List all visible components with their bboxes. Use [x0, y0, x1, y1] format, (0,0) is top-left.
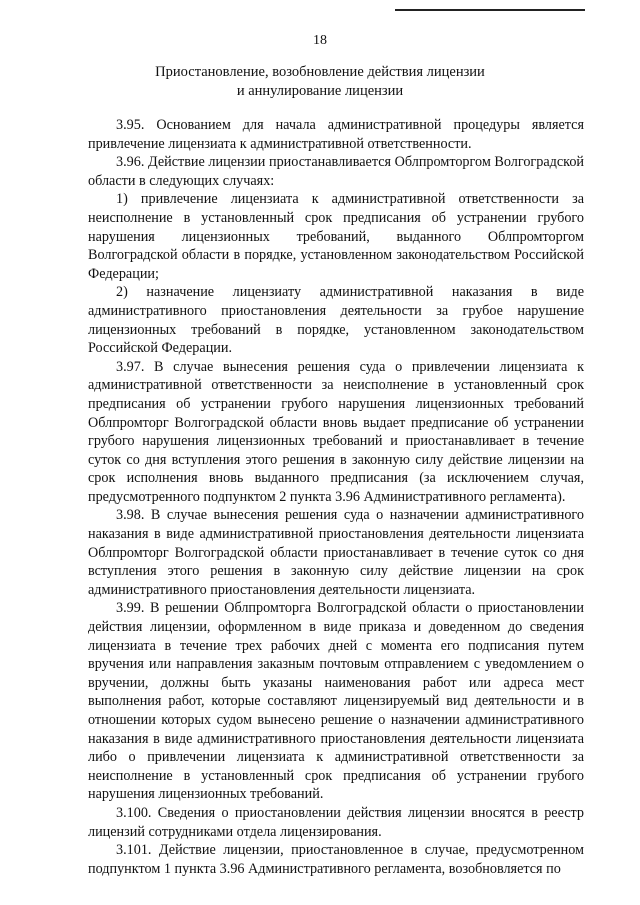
- section-heading: [0, 63, 640, 101]
- paragraph-3-99: 3.99. В решении Облпромторга Волгоградской области о приостановлении действия лицензии, оформленном в виде приказа и доведенном до сведения лицензиата в течение трех рабочих дней с момента его подписания путем вручения или направления заказным почтовым отправлением с уведомлением о вручении, должны быть указаны наименования работ или адреса мест выполнения работ, которые составляют лицензируемый вид деятельности и в отношении которых судом вынесено решение о назначении административного наказания в виде административного приостановления деятельности лицензиата либо о привлечении лицензиата к административной ответственности за неисполнение в установленный срок предписания об устранении грубого нарушения лицензионных требований.: [88, 600, 584, 803]
- paragraph-3-101: 3.101. Действие лицензии, приостановленное в случае, предусмотренном подпунктом 1 пункта 3.96 Административного регламента, возобновляется по: [88, 842, 584, 877]
- scan-edge-mark: [395, 9, 585, 11]
- section-heading-line-2: и аннулирование лицензии: [236, 83, 404, 99]
- document-body: [88, 116, 584, 878]
- section-heading-line-1: Приостановление, возобновление действия лицензии: [155, 64, 485, 80]
- paragraph-3-96-item-1: 1) привлечение лицензиата к административной ответственности за неисполнение в установленный срок предписания об устранении грубого нарушения лицензионных требований, выданного Облпромторгом Волгоградской области в порядке, установленном законодательством Российской Федерации;: [88, 191, 584, 282]
- paragraph-3-95: 3.95. Основанием для начала административной процедуры является привлечение лицензиата к административной ответственности.: [88, 117, 584, 152]
- paragraph-3-100: 3.100. Сведения о приостановлении действия лицензии вносятся в реестр лицензий сотрудниками отдела лицензирования.: [88, 804, 584, 840]
- page-number: 18: [313, 33, 327, 48]
- paragraph-3-96: 3.96. Действие лицензии приостанавливается Облпромторгом Волгоградской области в следующих случаях:: [88, 154, 584, 189]
- paragraph-3-97: 3.97. В случае вынесения решения суда о привлечении лицензиата к административной ответственности за неисполнение в установленный срок предписания об устранении грубого нарушения лицензионных требований Облпромторг Волгоградской области вновь выдает предписание об устранении грубого нарушения лицензионных требований и приостанавливает в течение суток со дня вступления этого решения в законную силу действие лицензии на срок исполнения вновь выданного предписания (за исключением случая, предусмотренного подпунктом 2 пункта 3.96 Административного регламента).: [88, 358, 584, 505]
- paragraph-3-98: 3.98. В случае вынесения решения суда о назначении административного наказания в виде административной приостановления деятельности лицензиата Облпромторг Волгоградской области приостанавливает в течение суток со дня вступления этого решения в законную силу действие лицензии на срок административного приостановления деятельности лицензиата.: [88, 507, 584, 598]
- paragraph-3-96-item-2: 2) назначение лицензиату административной наказания в виде административного приостановления деятельности за грубое нарушение лицензионных требований в порядке, установленном законодательством Российской Федерации.: [88, 284, 584, 357]
